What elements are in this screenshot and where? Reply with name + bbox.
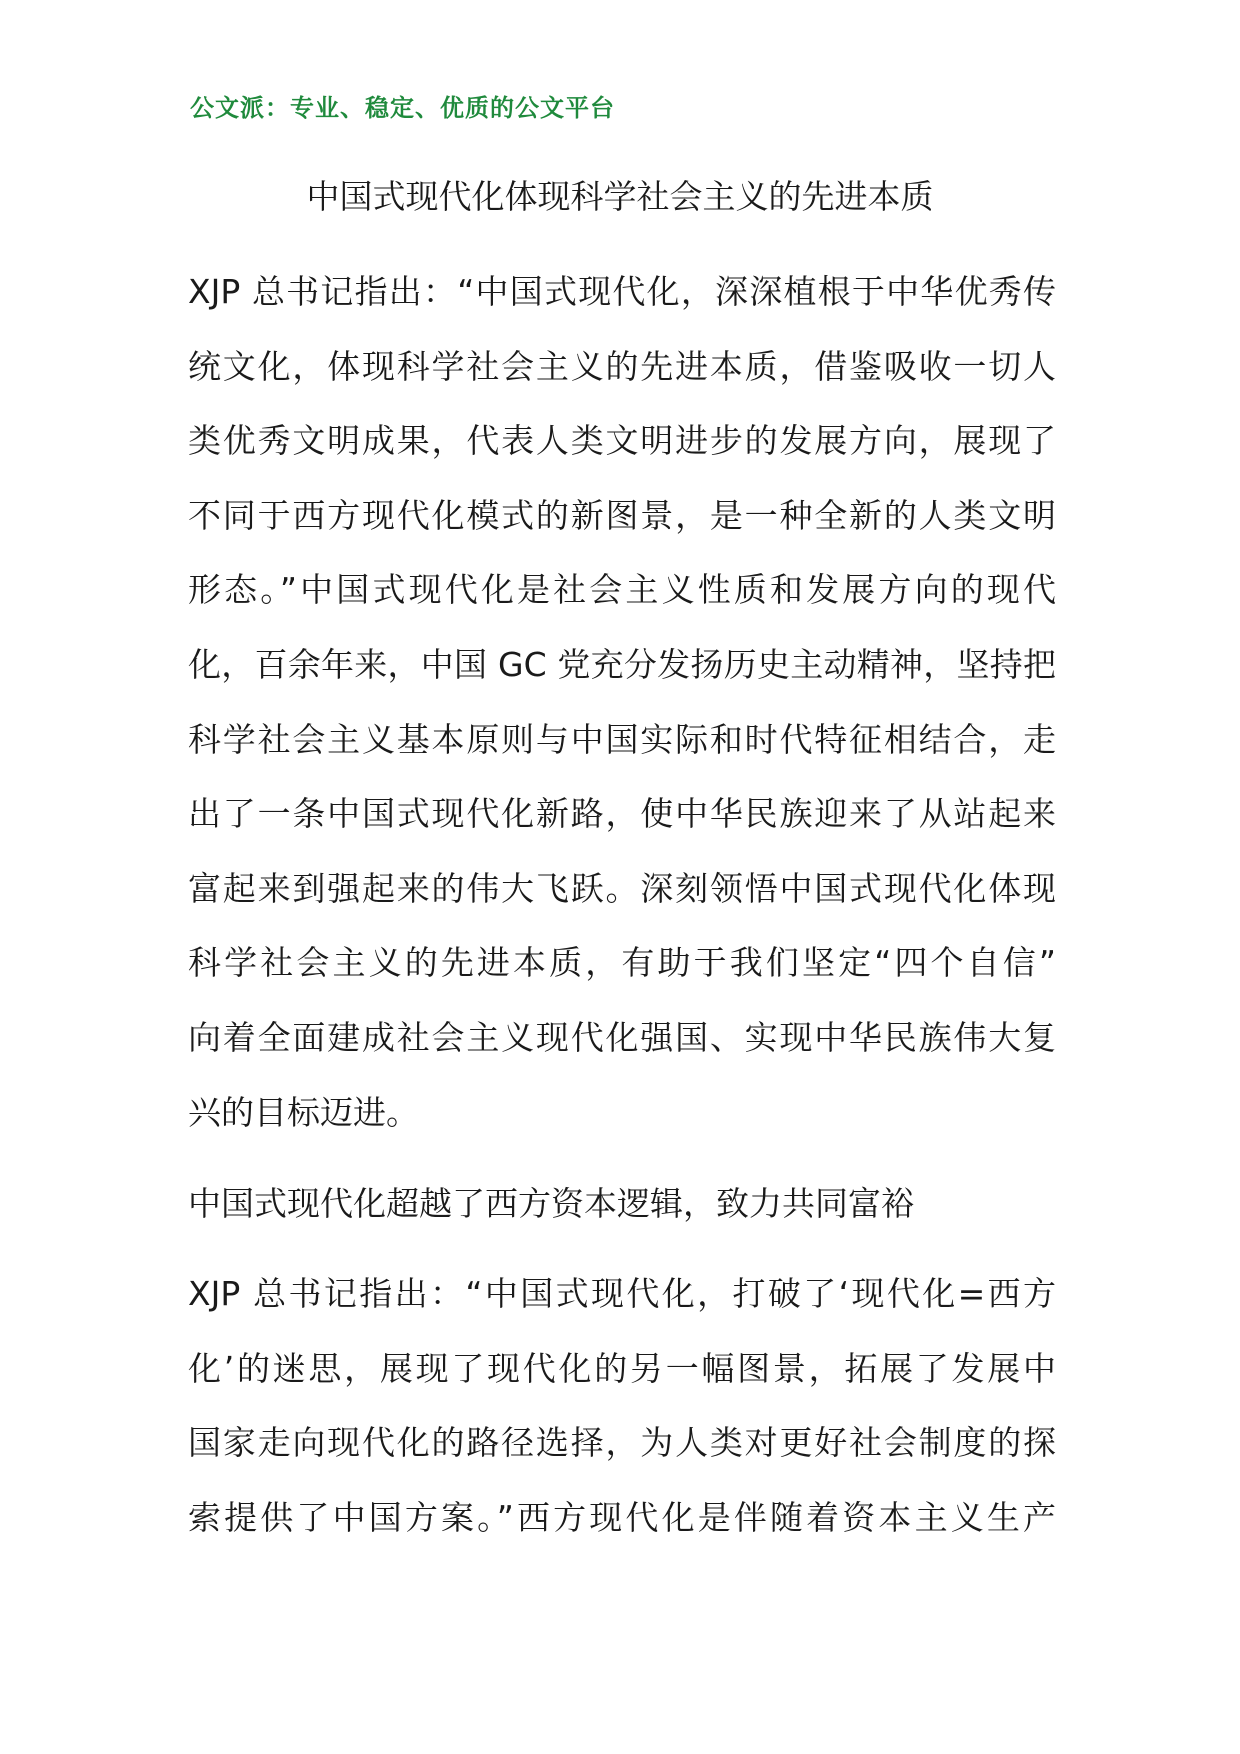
paragraph-line: 国家走向现代化的路径选择，为人类对更好社会制度的探 (188, 1423, 1056, 1463)
paragraph-line: 富起来到强起来的伟大飞跃。深刻领悟中国式现代化体现 (188, 868, 1056, 908)
paragraph-line: 统文化，体现科学社会主义的先进本质，借鉴吸收一切人 (188, 346, 1056, 386)
paragraph-line: 形态。”中国式现代化是社会主义性质和发展方向的现代 (188, 570, 1056, 610)
paragraph-line: XJP 总书记指出：“中国式现代化，深深植根于中华优秀传 (188, 272, 1056, 311)
paragraph-line: 科学社会主义基本原则与中国实际和时代特征相结合，走 (188, 719, 1056, 759)
paragraph-1 (188, 255, 1056, 1150)
paragraph-line: 科学社会主义的先进本质，有助于我们坚定“四个自信” (188, 943, 1056, 983)
paragraph-line: 向着全面建成社会主义现代化强国、实现中华民族伟大复 (188, 1017, 1056, 1057)
paragraph-line: 兴的目标迈进。 (188, 1092, 419, 1132)
paragraph-line: 类优秀文明成果，代表人类文明进步的发展方向，展现了 (188, 421, 1056, 461)
paragraph-line: 不同于西方现代化模式的新图景，是一种全新的人类文明 (188, 495, 1056, 535)
paragraph-line: XJP 总书记指出：“中国式现代化，打破了‘现代化=西方 (188, 1274, 1056, 1313)
paragraph-2 (188, 1257, 1056, 1555)
section-heading: 中国式现代化超越了西方资本逻辑，致力共同富裕 (188, 1184, 914, 1223)
paragraph-line: 索提供了中国方案。”西方现代化是伴随着资本主义生产 (188, 1497, 1056, 1537)
paragraph-line: 化’的迷思，展现了现代化的另一幅图景，拓展了发展中 (188, 1348, 1056, 1388)
paragraph-line: 出了一条中国式现代化新路，使中华民族迎来了从站起来 (188, 794, 1056, 834)
document-title: 中国式现代化体现科学社会主义的先进本质 (306, 177, 934, 216)
paragraph-line: 化，百余年来，中国 GC 党充分发扬历史主动精神，坚持把 (188, 644, 1056, 684)
site-header-banner: 公文派：专业、稳定、优质的公文平台 (190, 94, 615, 122)
